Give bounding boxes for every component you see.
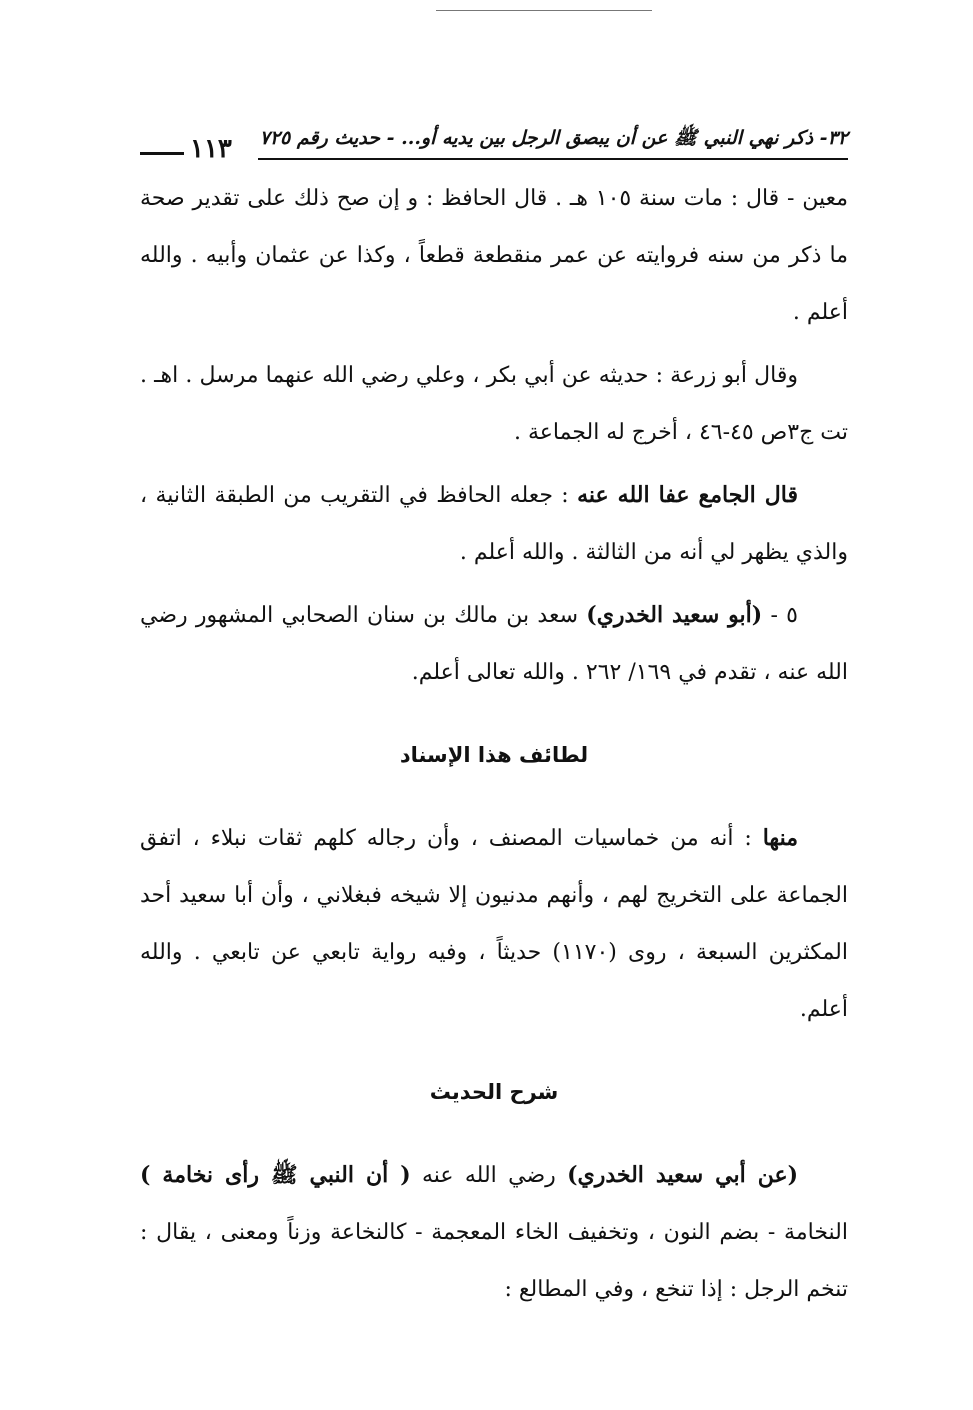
section-heading-isnad: لطائف هذا الإسناد	[399, 743, 589, 767]
paragraph-2-text: وقال أبو زرعة : حديثه عن أبي بكر ، وعلي رضي الله عنهما مرسل . اهـ . تت ج٣ص ٤٥-٤٦ ، أخرج له الجماعة .	[140, 363, 848, 445]
paragraph-sharh-text-1: رضي الله عنه	[410, 1163, 568, 1188]
paragraph-3-text: : جعله الحافظ في التقريب من الطبقة الثانية ، والذي يظهر لي أنه من الثالثة . والله أعلم .	[140, 483, 848, 565]
paragraph-3-bold: قال الجامع عفا الله عنه	[577, 482, 798, 508]
paragraph-sharh	[140, 1147, 848, 1318]
page-number: ١١٣	[190, 134, 232, 164]
running-header	[140, 120, 848, 164]
paragraph-sharh-text-2: النخامة - بضم النون ، وتخفيف الخاء المعجمة - كالنخاعة وزناً ومعنى ، يقال : تنخم الرجل : إذا تنخع ، وفي المطالع :	[140, 1220, 848, 1302]
paragraph-sharh-bold-1: (عن أبي سعيد الخدري)	[567, 1162, 798, 1188]
paragraph-3	[140, 467, 848, 581]
paragraph-isnad-text: : أنه من خماسيات المصنف ، وأن رجاله كلهم ثقات نبلاء ، اتفق الجماعة على التخريج لهم ، وأنهم مدنيون إلا شيخه فبغلاني ، وأن أبا سعيد أحد المكثرين السبعة ، روى (١١٧٠) حديثاً ، وفيه رواية تابعي عن تابعي . والله أعلم.	[140, 826, 848, 1022]
paragraph-4	[140, 587, 848, 701]
header-rule	[258, 158, 848, 160]
paragraph-1-text: معين - قال : مات سنة ١٠٥ هـ . قال الحافظ : و إن صح ذلك على تقدير صحة ما ذكر من سنه فروايته عن عمر منقطعة قطعاً ، وكذا عن عثمان وأبيه . والله أعلم .	[140, 186, 849, 325]
paragraph-4-bold: (أبو سعيد الخدري)	[586, 602, 763, 628]
paragraph-isnad-bold: منها	[762, 825, 798, 851]
paragraph-4-lead: ٥ -	[762, 603, 798, 628]
page	[140, 120, 848, 1324]
header-title: ٣٢- ذكر نهي النبي ﷺ عن أن يبصق الرجل بين يديه أو... - حديث رقم ٧٢٥	[259, 127, 848, 149]
page-number-dash	[140, 152, 184, 155]
top-edge-rule	[436, 10, 652, 11]
paragraph-sharh-bold-2: ( أن النبي ﷺ رأى نخامة )	[140, 1162, 411, 1188]
body-text	[140, 170, 848, 1318]
section-heading-sharh: شرح الحديث	[429, 1080, 559, 1104]
paragraph-2	[140, 347, 848, 461]
paragraph-4-text: سعد بن مالك بن سنان الصحابي المشهور رضي الله عنه ، تقدم في ١٦٩/ ٢٦٢ . والله تعالى أعلم.	[140, 603, 848, 685]
paragraph-isnad	[140, 810, 848, 1038]
paragraph-1	[140, 170, 848, 341]
